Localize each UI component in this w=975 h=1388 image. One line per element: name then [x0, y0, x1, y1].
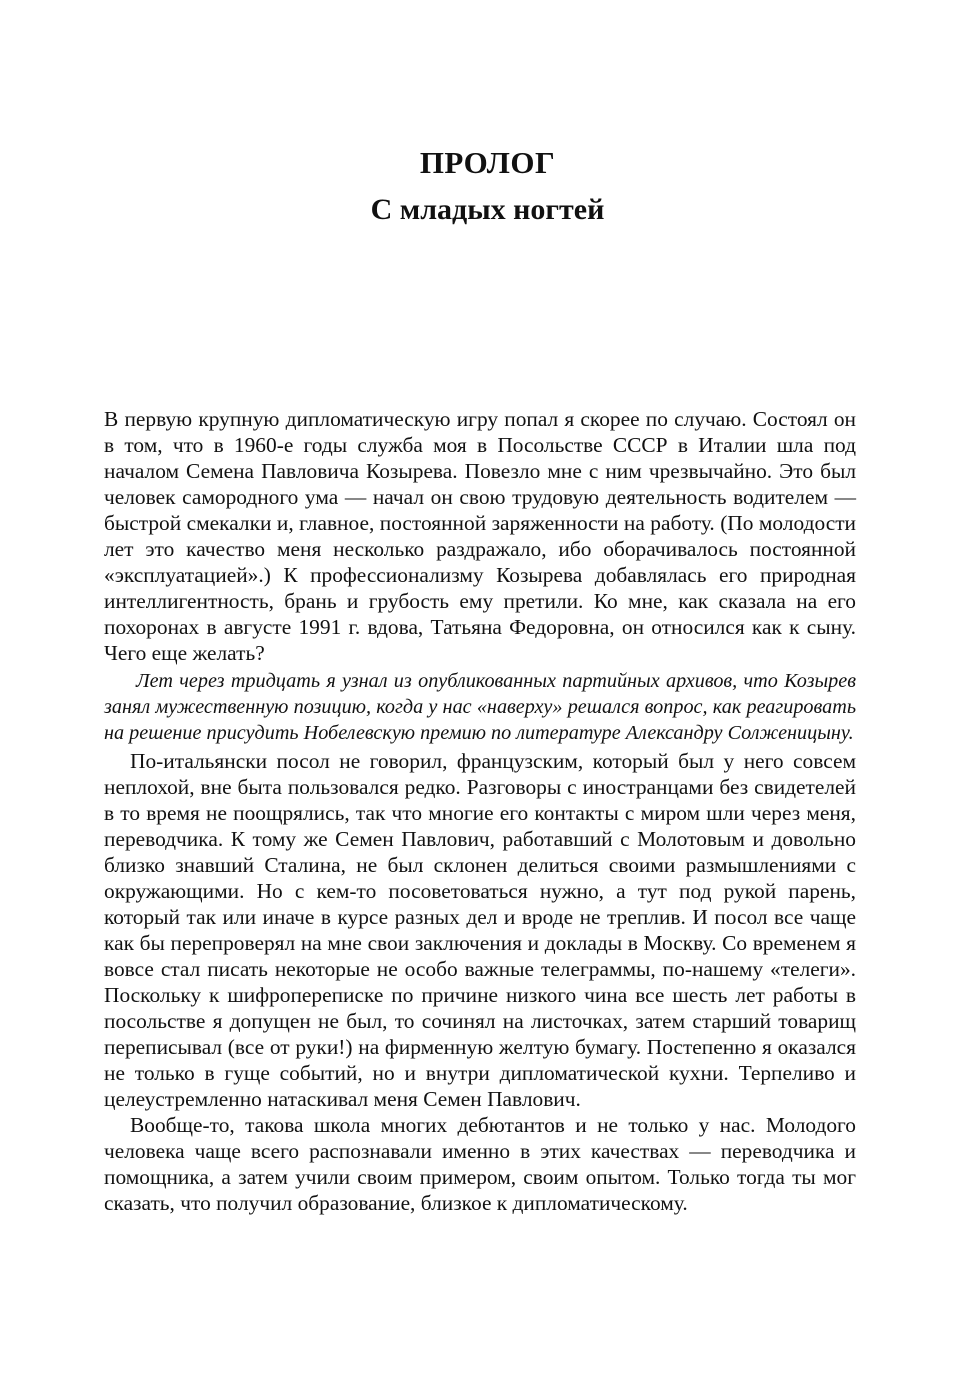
chapter-title: С младых ногтей: [370, 193, 605, 226]
paragraph-1: В первую крупную дипломатическую игру попал я скорее по случаю. Состоял он в том, что в 1960-е годы служба моя в Посольстве СССР в Италии шла под началом Семена Павловича Козырева. Повезло мне с ним чрезвычайно. Это был человек самородного ума — начал он свою трудовую деятельность водителем — быстрой смекалки и, главное, постоянной заряженности на работу. (По молодости лет это качество меня несколько раздражало, ибо оборачивалось постоянной «эксплуатацией».) К профессионализму Козырева добавлялась его природная интеллигентность, брань и грубость ему претили. Ко мне, как сказала на его похоронах в августе 1991 г. вдова, Татьяна Федоровна, он относился как к сыну. Чего еще желать?: [104, 407, 856, 665]
italic-note: Лет через тридцать я узнал из опубликованных партийных архивов, что Козырев занял мужественную позицию, когда у нас «наверху» решался вопрос, как реагировать на решение присудить Нобелевскую премию по литературе Александру Солженицыну.: [104, 670, 856, 744]
chapter-label: ПРОЛОГ: [419, 145, 556, 180]
paragraph-3: Вообще-то, такова школа многих дебютантов и не только у нас. Молодого человека чаще всего распознавали именно в этих качествах — переводчика и помощника, а затем учили своим примером, своим опытом. Только тогда ты мог сказать, что получил образование, близкое к дипломатическому.: [104, 1113, 856, 1215]
paragraph-2: По-итальянски посол не говорил, французским, который был у него совсем неплохой, вне быта пользовался редко. Разговоры с иностранцами без свидетелей в то время не поощрялись, так что многие его контакты с миром шли через меня, переводчика. К тому же Семен Павлович, работавший с Молотовым и довольно близко знавший Сталина, не был склонен делиться своими размышлениями с окружающими. Но с кем-то посоветоваться нужно, а тут под рукой парень, который так или иначе в курсе разных дел и вроде не треплив. И посол все чаще как бы перепроверял на мне свои заключения и доклады в Москву. Со временем я вовсе стал писать некоторые не особо важные телеграммы, по-нашему «телеги». Поскольку к шифропереписке по причине низкого чина все шесть лет работы в посольстве я допущен не был, то сочинял на листочках, затем старший товарищ переписывал (все от руки!) на фирменную желтую бумагу. Постепенно я оказался не только в гуще событий, но и внутри дипломатической кухни. Терпеливо и целеустремленно натаскивал меня Семен Павлович.: [104, 749, 856, 1111]
chapter-body: [104, 406, 856, 1216]
